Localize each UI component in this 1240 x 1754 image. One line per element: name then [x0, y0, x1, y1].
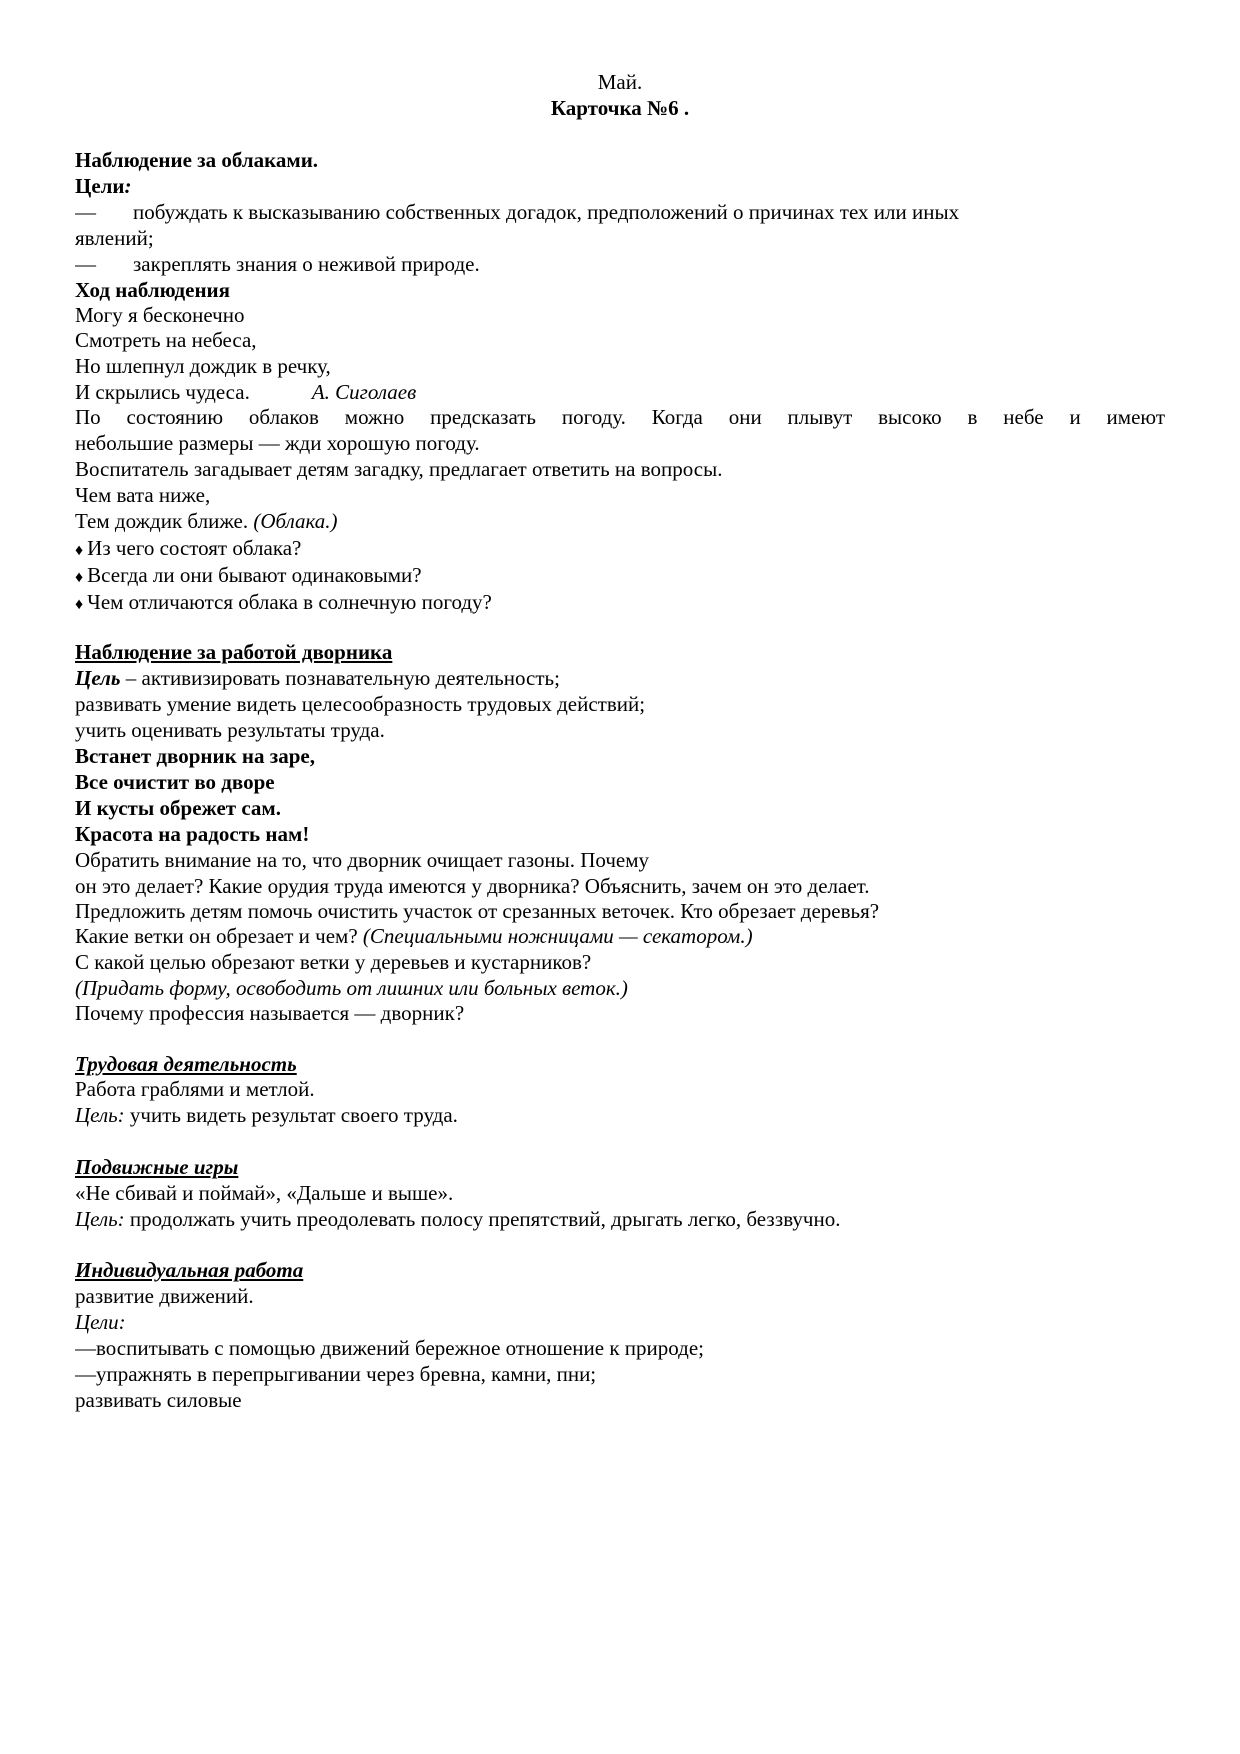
games-goal	[75, 1205, 1165, 1234]
poem-author: А. Сиголаев	[311, 380, 417, 404]
text-italic: (Специальными ножницами — секатором.)	[362, 924, 753, 948]
janitor-text-1: Обратить внимание на то, что дворник очищает газоны. Почему	[75, 848, 650, 872]
individual-last: развивать силовые	[75, 1388, 242, 1412]
janitor-text-5: С какой целью обрезают ветки у деревьев и кустарников?	[75, 950, 592, 974]
riddle-line-1: Чем вата ниже,	[75, 483, 211, 507]
poem-last-text: И скрылись чудеса.	[75, 380, 250, 404]
course-title: Ход наблюдения	[75, 278, 230, 302]
janitor-text-2: он это делает? Какие орудия труда имеются у дворника? Объяснить, зачем он это делает.	[75, 874, 870, 898]
question-text: Чем отличаются облака в солнечную погоду?	[87, 590, 492, 614]
dash-marker: —	[75, 200, 96, 224]
goal-label: Цель:	[75, 1207, 125, 1231]
clouds-goal-1-cont: явлений;	[75, 226, 154, 250]
month-heading: Май.	[597, 70, 643, 94]
games-title: Подвижные игры	[75, 1155, 239, 1179]
riddle-text: Тем дождик ближе.	[75, 509, 249, 533]
paragraph-2: Воспитатель загадывает детям загадку, предлагает ответить на вопросы.	[75, 457, 723, 481]
goals-label: Цели	[75, 174, 125, 198]
paragraph-1-line-1: По состоянию облаков можно предсказать погоду. Когда они плывут высоко в небе и имеют	[75, 405, 1165, 429]
janitor-goal	[75, 664, 1165, 693]
goal-text: закреплять знания о неживой природе.	[133, 252, 480, 276]
labor-text: Работа граблями и метлой.	[75, 1077, 315, 1101]
labor-title: Трудовая деятельность	[75, 1052, 297, 1076]
question-item-3	[75, 588, 1165, 617]
riddle-answer: (Облака.)	[253, 509, 338, 533]
games-text: «Не сбивай и поймай», «Дальше и выше».	[75, 1181, 454, 1205]
janitor-text-6: (Придать форму, освободить от лишних или больных веток.)	[75, 976, 628, 1000]
poem-line-3: Но шлепнул дождик в речку,	[75, 354, 331, 378]
janitor-poem-line-2: Все очистит во дворе	[75, 770, 275, 794]
goal-label: Цель:	[75, 1103, 125, 1127]
individual-title: Индивидуальная работа	[75, 1258, 304, 1282]
janitor-poem-line-3: И кусты обрежет сам.	[75, 796, 281, 820]
diamond-bullet-icon: ♦	[75, 569, 84, 586]
poem-line-1: Могу я бесконечно	[75, 303, 245, 327]
individual-item-1: —воспитывать с помощью движений бережное отношение к природе;	[75, 1336, 705, 1360]
individual-item-2: —упражнять в перепрыгивании через бревна, камни, пни;	[75, 1362, 597, 1386]
janitor-text-3: Предложить детям помочь очистить участок от срезанных веточек. Кто обрезает деревья?	[75, 899, 880, 923]
individual-text: развитие движений.	[75, 1284, 254, 1308]
poem-line-2: Смотреть на небеса,	[75, 328, 257, 352]
diamond-bullet-icon: ♦	[75, 596, 84, 613]
clouds-goals-heading	[75, 172, 1165, 201]
question-text: Всегда ли они бывают одинаковыми?	[87, 563, 422, 587]
janitor-text-7: Почему профессия называется — дворник?	[75, 1001, 465, 1025]
goal-text: побуждать к высказыванию собственных догадок, предположений о причинах тех или иных	[133, 200, 960, 224]
question-item-2	[75, 561, 1165, 590]
clouds-goal-1	[75, 198, 1165, 227]
text-regular: Какие ветки он обрезает и чем?	[75, 924, 358, 948]
janitor-goal-line-2: развивать умение видеть целесообразность трудовых действий;	[75, 692, 646, 716]
goals-colon: :	[124, 174, 132, 198]
janitor-text-4	[75, 922, 1165, 951]
labor-goal	[75, 1101, 1165, 1130]
janitor-poem-line-4: Красота на радость нам!	[75, 822, 310, 846]
question-text: Из чего состоят облака?	[87, 536, 302, 560]
goal-text: – активизировать познавательную деятельность;	[120, 666, 560, 690]
riddle-line-2	[75, 507, 1165, 536]
janitor-poem-line-1: Встанет дворник на заре,	[75, 744, 315, 768]
goal-text: учить видеть результат своего труда.	[124, 1103, 458, 1127]
janitor-goal-line-3: учить оценивать результаты труда.	[75, 718, 385, 742]
diamond-bullet-icon: ♦	[75, 542, 84, 559]
goal-label: Цель	[75, 666, 121, 690]
goal-text: продолжать учить преодолевать полосу препятствий, дрыгать легко, беззвучно.	[124, 1207, 841, 1231]
clouds-title: Наблюдение за облаками.	[75, 148, 319, 172]
card-title: Карточка №6 .	[550, 96, 690, 120]
janitor-title: Наблюдение за работой дворника	[75, 640, 393, 664]
dash-marker: —	[75, 252, 96, 276]
clouds-goal-2	[75, 250, 1165, 279]
paragraph-1-line-2: небольшие размеры — жди хорошую погоду.	[75, 431, 480, 455]
individual-goals-label: Цели:	[75, 1310, 126, 1334]
question-item-1	[75, 534, 1165, 563]
